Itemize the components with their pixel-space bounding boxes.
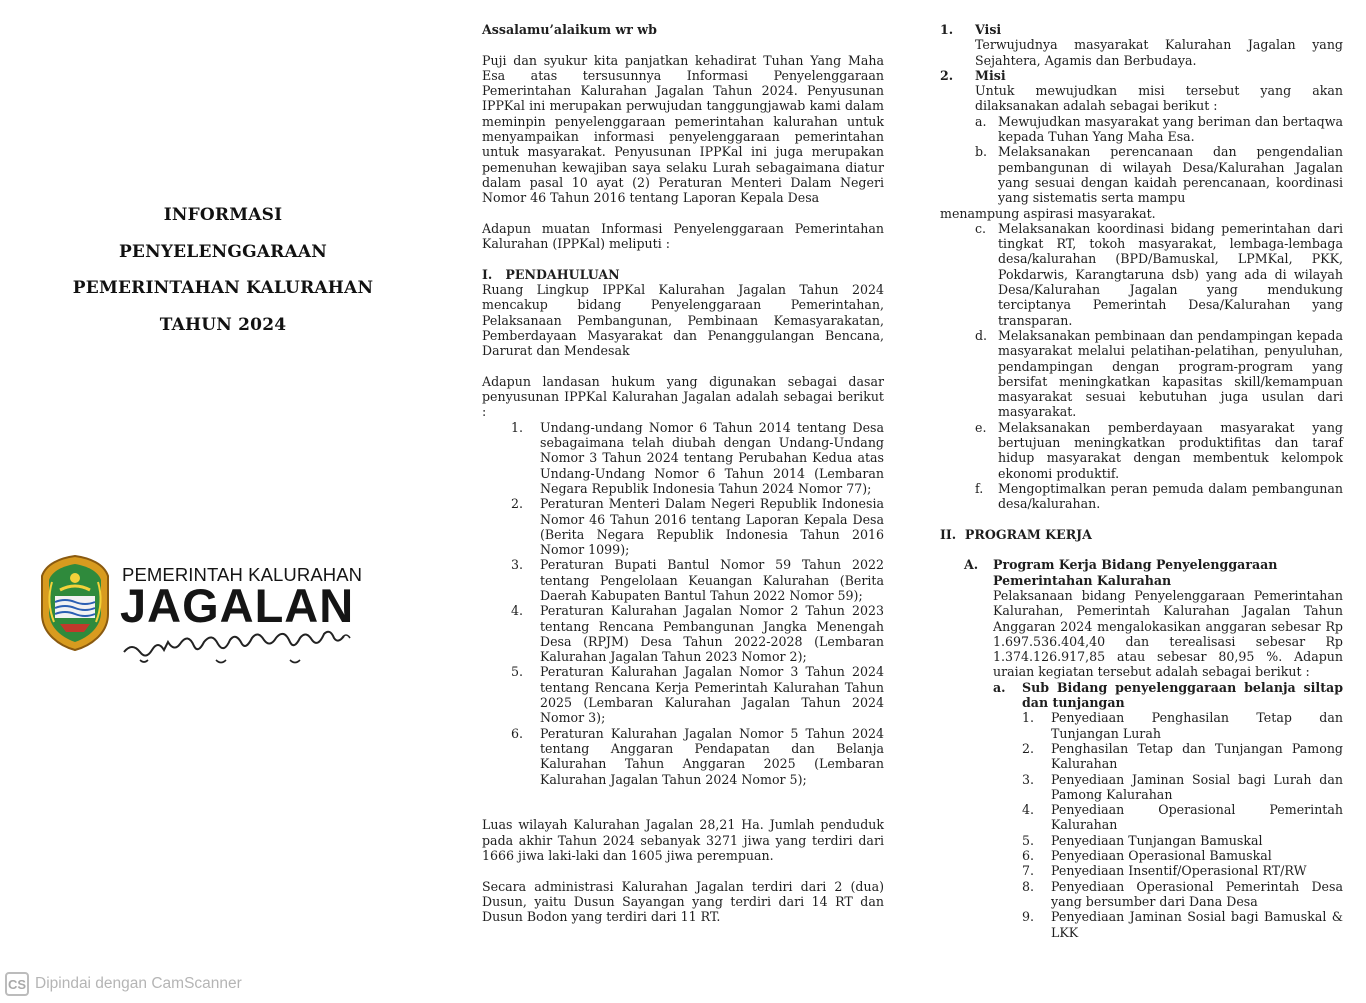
- list-item: [1022, 741, 1343, 772]
- item-title: Program Kerja Bidang Penyelenggaraan Pemerintahan Kalurahan: [993, 557, 1278, 588]
- section-heading-program-kerja: II. PROGRAM KERJA: [940, 526, 1092, 542]
- program-a-heading: [940, 557, 1343, 588]
- item-text: Mewujudkan masyarakat yang beriman dan bertaqwa kepada Tuhan Yang Maha Esa.: [998, 113, 1343, 145]
- item-number: 1.: [1022, 710, 1035, 726]
- item-text: Penyediaan Jaminan Sosial bagi Lurah dan Pamong Kalurahan: [1051, 771, 1343, 802]
- administration-paragraph: Secara administrasi Kalurahan Jagalan terdiri dari 2 (dua) Dusun, yaitu Dusun Sayangan yang terdiri dari 14 RT dan Dusun Bodon yang terdiri dari 11 RT.: [482, 878, 884, 925]
- legal-basis-intro: Adapun landasan hukum yang digunakan sebagai dasar penyusunan IPPKal Kalurahan Jagalan adalah sebagai berikut :: [482, 373, 884, 420]
- list-item: [511, 603, 884, 664]
- item-text: Peraturan Kalurahan Jagalan Nomor 5 Tahun 2024 tentang Anggaran Pendapatan dan Belanja Kalurahan Tahun Anggaran 2025 (Lembaran Kalurahan Jagalan Tahun 2024 Nomor 5);: [540, 725, 884, 787]
- list-item: [975, 144, 1343, 205]
- list-item: [975, 481, 1343, 512]
- item-text: Peraturan Kalurahan Jagalan Nomor 3 Tahun 2024 tentang Rencana Kerja Pemerintah Kalurahan Tahun 2025 (Lembaran Kalurahan Jagalan Tahun 2024 Nomor 3);: [540, 664, 884, 726]
- item-number: A.: [964, 557, 979, 573]
- item-number: 1.: [940, 22, 954, 37]
- item-number: 5.: [1022, 832, 1035, 848]
- item-text: Peraturan Kalurahan Jagalan Nomor 2 Tahun 2023 tentang Rencana Pembangunan Jangka Menengah Desa (RPJM) Desa Tahun 2022-2028 (Lembaran Kalurahan Jagalan Tahun 2023 Nomor 2);: [540, 603, 884, 665]
- area-population-paragraph: Luas wilayah Kalurahan Jagalan 28,21 Ha. Jumlah penduduk pada akhir Tahun 2024 sebanyak 3271 jiwa yang terdiri dari 1666 jiwa laki-laki dan 1605 jiwa perempuan.: [482, 817, 884, 864]
- sub-a-heading: [993, 680, 1343, 711]
- item-number: 9.: [1022, 909, 1035, 925]
- item-text: Melaksanakan perencanaan dan pengendalian pembangunan di wilayah Desa/Kalurahan Jagalan yang sesuai dengan kaidah perencanaan, koordinasi yang sistematis serta mampu: [998, 144, 1343, 206]
- list-item: [511, 420, 884, 496]
- mission-list: [975, 114, 1343, 206]
- list-item: [1022, 909, 1343, 940]
- misi-intro: Untuk mewujudkan misi tersebut yang akan dilaksanakan adalah sebagai berikut :: [975, 83, 1343, 114]
- item-text: Penyediaan Operasional Bamuskal: [1051, 848, 1272, 864]
- cover-title-line: TAHUN 2024: [159, 314, 287, 335]
- item-number: 2.: [511, 496, 524, 512]
- list-item: [1022, 848, 1343, 863]
- logo-org-name: PEMERINTAH KALURAHAN: [122, 564, 363, 585]
- camscanner-icon: CS: [5, 972, 29, 996]
- item-number: 2.: [1022, 740, 1035, 756]
- document-column-middle: [482, 22, 884, 925]
- item-number: 2.: [940, 67, 954, 83]
- item-title: Misi: [975, 67, 1006, 83]
- legal-basis-list: [511, 420, 884, 787]
- logo-village-name: JAGALAN: [120, 579, 355, 632]
- list-item: [975, 328, 1343, 420]
- list-item: [1022, 863, 1343, 878]
- section-heading-pendahuluan: I. PENDAHULUAN: [482, 266, 620, 282]
- item-number: 5.: [511, 664, 524, 680]
- item-number: a.: [975, 113, 987, 129]
- item-number: 8.: [1022, 878, 1035, 894]
- javanese-script-icon: [120, 630, 376, 666]
- content-intro-paragraph: Adapun muatan Informasi Penyelenggaraan Pemerintahan Kalurahan (IPPKal) meliputi :: [482, 220, 884, 252]
- item-text: Penyediaan Insentif/Operasional RT/RW: [1051, 863, 1307, 879]
- item-number: 4.: [1022, 802, 1035, 818]
- item-text: Melaksanakan pemberdayaan masyarakat yang bertujuan meningkatkan produktifitas dan taraf hidup masyarakat dengan membentuk kelompok ekonomi produktif.: [998, 419, 1343, 481]
- list-item: [1022, 879, 1343, 910]
- camscanner-text: Dipindai dengan CamScanner: [35, 975, 242, 992]
- visi-heading: [940, 22, 1343, 37]
- list-item: [511, 664, 884, 725]
- list-item: [1022, 833, 1343, 848]
- item-text: Mengoptimalkan peran pemuda dalam pembangunan desa/kalurahan.: [998, 480, 1343, 512]
- program-a-body: Pelaksanaan bidang Penyelenggaraan Pemerintahan Kalurahan, Pemerintah Kalurahan Jagalan Tahun Anggaran 2024 mengalokasikan anggaran sebesar Rp 1.697.536.404,40 dan terealisasi sebesar Rp 1.374.126.917,85 atau sebesar 80,95 %. Adapun uraian kegiatan tersebut adalah sebagai berikut :: [993, 587, 1343, 680]
- item-title: Visi: [975, 22, 1002, 37]
- item-number: 3.: [1022, 771, 1035, 787]
- document-column-right: [940, 22, 1343, 940]
- item-number: e.: [975, 419, 987, 435]
- item-number: c.: [975, 220, 987, 236]
- camscanner-watermark: [5, 970, 242, 998]
- item-number: 7.: [1022, 863, 1035, 879]
- item-text: Peraturan Menteri Dalam Negeri Republik Indonesia Nomor 46 Tahun 2016 tentang Laporan Kepala Desa (Berita Negara Republik Indonesia Tahun 2016 Nomor 1099);: [540, 496, 884, 558]
- item-text: Undang-undang Nomor 6 Tahun 2014 tentang Desa sebagaimana telah diubah dengan Undang-Undang Nomor 3 Tahun 2024 tentang Perubahan Kedua atas Undang-Undang Nomor 6 Tahun 2014 (Lembaran Negara Republik Indonesia Tahun 2024 Nomor 77);: [540, 419, 884, 496]
- scope-paragraph: Ruang Lingkup IPPKal Kalurahan Jagalan Tahun 2024 mencakup bidang Penyelenggaraan Pemerintahan, Pelaksanaan Pembangunan, Pembinaan Kemasyarakatan, Pemberdayaan Masyarakat dan Penanggulangan Bencana, Darurat dan Mendesak: [482, 282, 884, 359]
- list-item: [1022, 710, 1343, 741]
- kalurahan-logo: [38, 550, 378, 670]
- sub-a-item-list: [1022, 710, 1343, 939]
- greeting: Assalamu’alaikum wr wb: [482, 22, 657, 37]
- item-text: Penyediaan Operasional Pemerintah Desa yang bersumber dari Dana Desa: [1051, 878, 1343, 909]
- list-item: [511, 726, 884, 787]
- item-number: 3.: [511, 557, 524, 573]
- item-text: Penyediaan Operasional Pemerintah Kalurahan: [1051, 802, 1343, 833]
- bantul-emblem-icon: [38, 552, 112, 652]
- item-number: d.: [975, 327, 988, 343]
- item-text: Penyediaan Tunjangan Bamuskal: [1051, 832, 1263, 848]
- list-item: [511, 496, 884, 557]
- list-item: [975, 221, 1343, 328]
- intro-paragraph: Puji dan syukur kita panjatkan kehadirat Tuhan Yang Maha Esa atas tersusunnya Informasi Penyelenggaraan Pemerintahan Kalurahan Jagalan Tahun 2024. Penyusunan IPPKal ini merupakan perwujudan tanggungjawab kami dalam meminpin penyelenggaraan pemerintahan kalurahan untuk menyampaikan informasi penyelenggaraan pemerintahan untuk masyarakat. Penyusunan IPPKal ini juga merupakan pemenuhan kewajiban saya selaku Lurah sebagaimana diatur dalam pasal 10 ayat (2) Peraturan Menteri Dalam Negeri Nomor 46 Tahun 2016 tentang Laporan Kepala Desa: [482, 52, 884, 206]
- item-number: 4.: [511, 603, 524, 619]
- item-number: b.: [975, 144, 988, 160]
- item-title: Sub Bidang penyelenggaraan belanja siltap dan tunjangan: [1022, 679, 1343, 711]
- misi-heading: [940, 68, 1343, 83]
- list-item: [511, 557, 884, 603]
- list-item: [1022, 772, 1343, 803]
- mission-b-continuation: menampung aspirasi masyarakat.: [940, 205, 1156, 221]
- cover-title-line: PENYELENGGARAAN: [118, 241, 328, 262]
- list-item: [975, 420, 1343, 481]
- cover-title-line: PEMERINTAHAN KALURAHAN: [72, 278, 374, 298]
- item-number: f.: [975, 480, 984, 496]
- item-number: 6.: [511, 725, 524, 741]
- visi-body: [940, 37, 1343, 68]
- mission-list-continued: [975, 221, 1343, 512]
- cover-title-line: INFORMASI: [163, 205, 283, 225]
- visi-text: Terwujudnya masyarakat Kalurahan Jagalan yang Sejahtera, Agamis dan Berbudaya.: [975, 37, 1343, 68]
- cover-title: [40, 205, 406, 351]
- list-item: [1022, 802, 1343, 833]
- item-text: Peraturan Bupati Bantul Nomor 59 Tahun 2022 tentang Pengelolaan Keuangan Kalurahan (Berita Daerah Kabupaten Bantul Tahun 2022 Nomor 59);: [540, 557, 884, 603]
- item-number: a.: [993, 679, 1006, 695]
- item-text: Penyediaan Penghasilan Tetap dan Tunjangan Lurah: [1051, 710, 1343, 741]
- item-number: 1.: [511, 419, 524, 435]
- misi-body: [940, 83, 1343, 114]
- item-text: Penghasilan Tetap dan Tunjangan Pamong Kalurahan: [1051, 740, 1343, 772]
- item-text: Melaksanakan koordinasi bidang pemerintahan dari tingkat RT, tokoh masyarakat, lembaga-lembaga desa/kalurahan (BPD/Bamuskal, LPMKal, PKK, Pokdarwis, Karangtaruna dsb) yang ada di wilayah Desa/Kalurahan Jagalan yang mendukung terciptanya Pemerintah Desa/Kalurahan yang transparan.: [998, 220, 1343, 328]
- item-text: Penyediaan Jaminan Sosial bagi Bamuskal & LKK: [1051, 909, 1343, 940]
- item-text: Melaksanakan pembinaan dan pendampingan kepada masyarakat melalui pelatihan-pelatihan, penyuluhan, pendampingan dengan program-program yang bersifat meningkatkan kapasitas skill/kemampuan masyarakat sesuai kebutuhan juga usulan dari masyarakat.: [998, 327, 1343, 420]
- item-number: 6.: [1022, 848, 1035, 864]
- list-item: [975, 114, 1343, 145]
